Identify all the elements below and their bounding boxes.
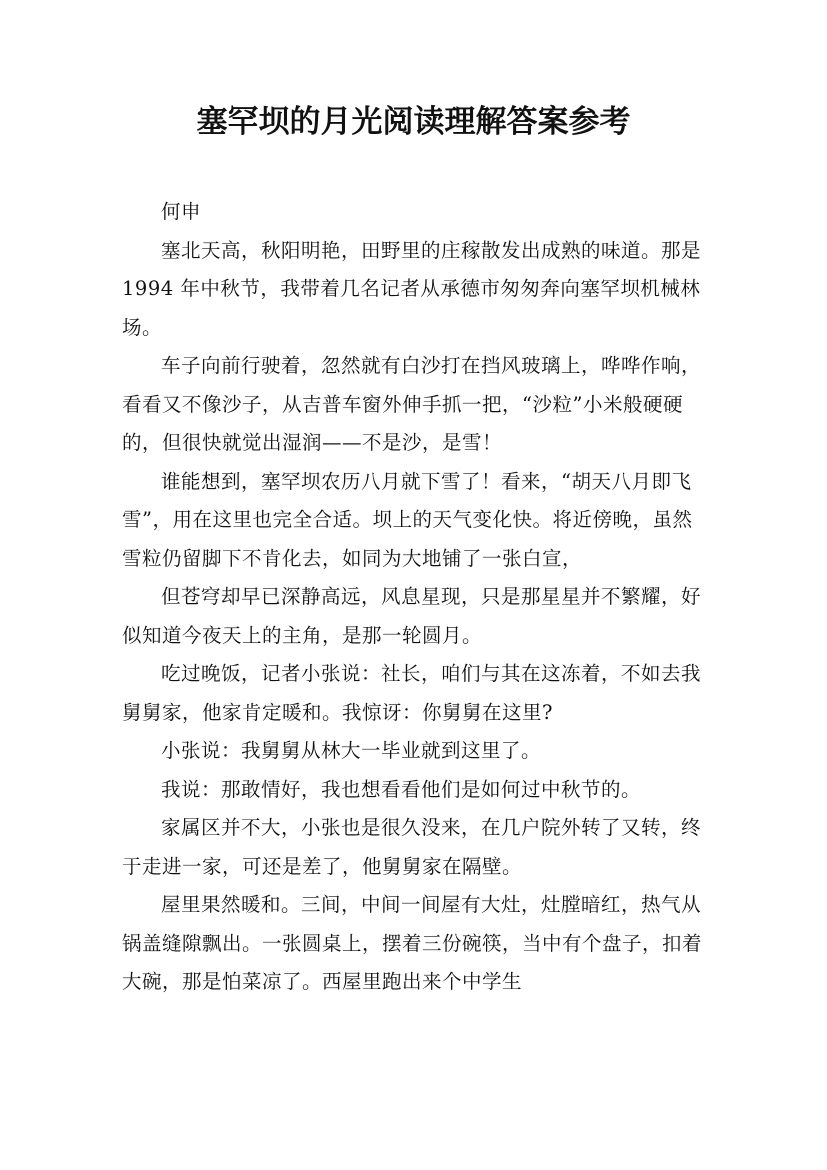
paragraph-5: 吃过晚饭，记者小张说：社长，咱们与其在这冻着，不如去我舅舅家，他家肯定暖和。我惊讶：你舅舅在这里? [122, 662, 702, 724]
paragraph-6: 小张说：我舅舅从林大一毕业就到这里了。 [161, 739, 542, 762]
paragraph-1: 塞北天高，秋阳明艳，田野里的庄稼散发出成熟的味道。那是 1994 年中秋节，我带着几名记者从承德市匆匆奔向塞罕坝机械林场。 [122, 238, 702, 339]
paragraph-4: 但苍穹却早已深静高远，风息星现，只是那星星并不繁耀，好似知道今夜天上的主角，是那一轮圆月。 [122, 585, 702, 647]
author-line: 何申 [161, 200, 202, 223]
paragraph-8: 家属区并不大，小张也是很久没来，在几户院外转了又转，终于走进一家，可还是差了，他舅舅家在隔壁。 [122, 816, 702, 878]
paragraph-9: 屋里果然暖和。三间，中间一间屋有大灶，灶膛暗红，热气从锅盖缝隙飘出。一张圆桌上，摆着三份碗筷，当中有个盘子，扣着大碗，那是怕菜凉了。西屋里跑出来个中学生 [122, 893, 703, 993]
paragraph-2: 车子向前行驶着，忽然就有白沙打在挡风玻璃上，哗哗作响，看看又不像沙子，从吉普车窗外伸手抓一把，“沙粒”小米般硬硬的，但很快就觉出湿润——不是沙，是雪！ [122, 354, 702, 454]
document-body [122, 193, 712, 1002]
document-title: 塞罕坝的月光阅读理解答案参考 [196, 104, 631, 140]
paragraph-7: 我说：那敢情好，我也想看看他们是如何过中秋节的。 [161, 777, 642, 801]
paragraph-3: 谁能想到，塞罕坝农历八月就下雪了！看来，“胡天八月即飞雪”，用在这里也完全合适。坝上的天气变化快。将近傍晚，虽然雪粒仍留脚下不肯化去，如同为大地铺了一张白宣， [122, 469, 693, 570]
